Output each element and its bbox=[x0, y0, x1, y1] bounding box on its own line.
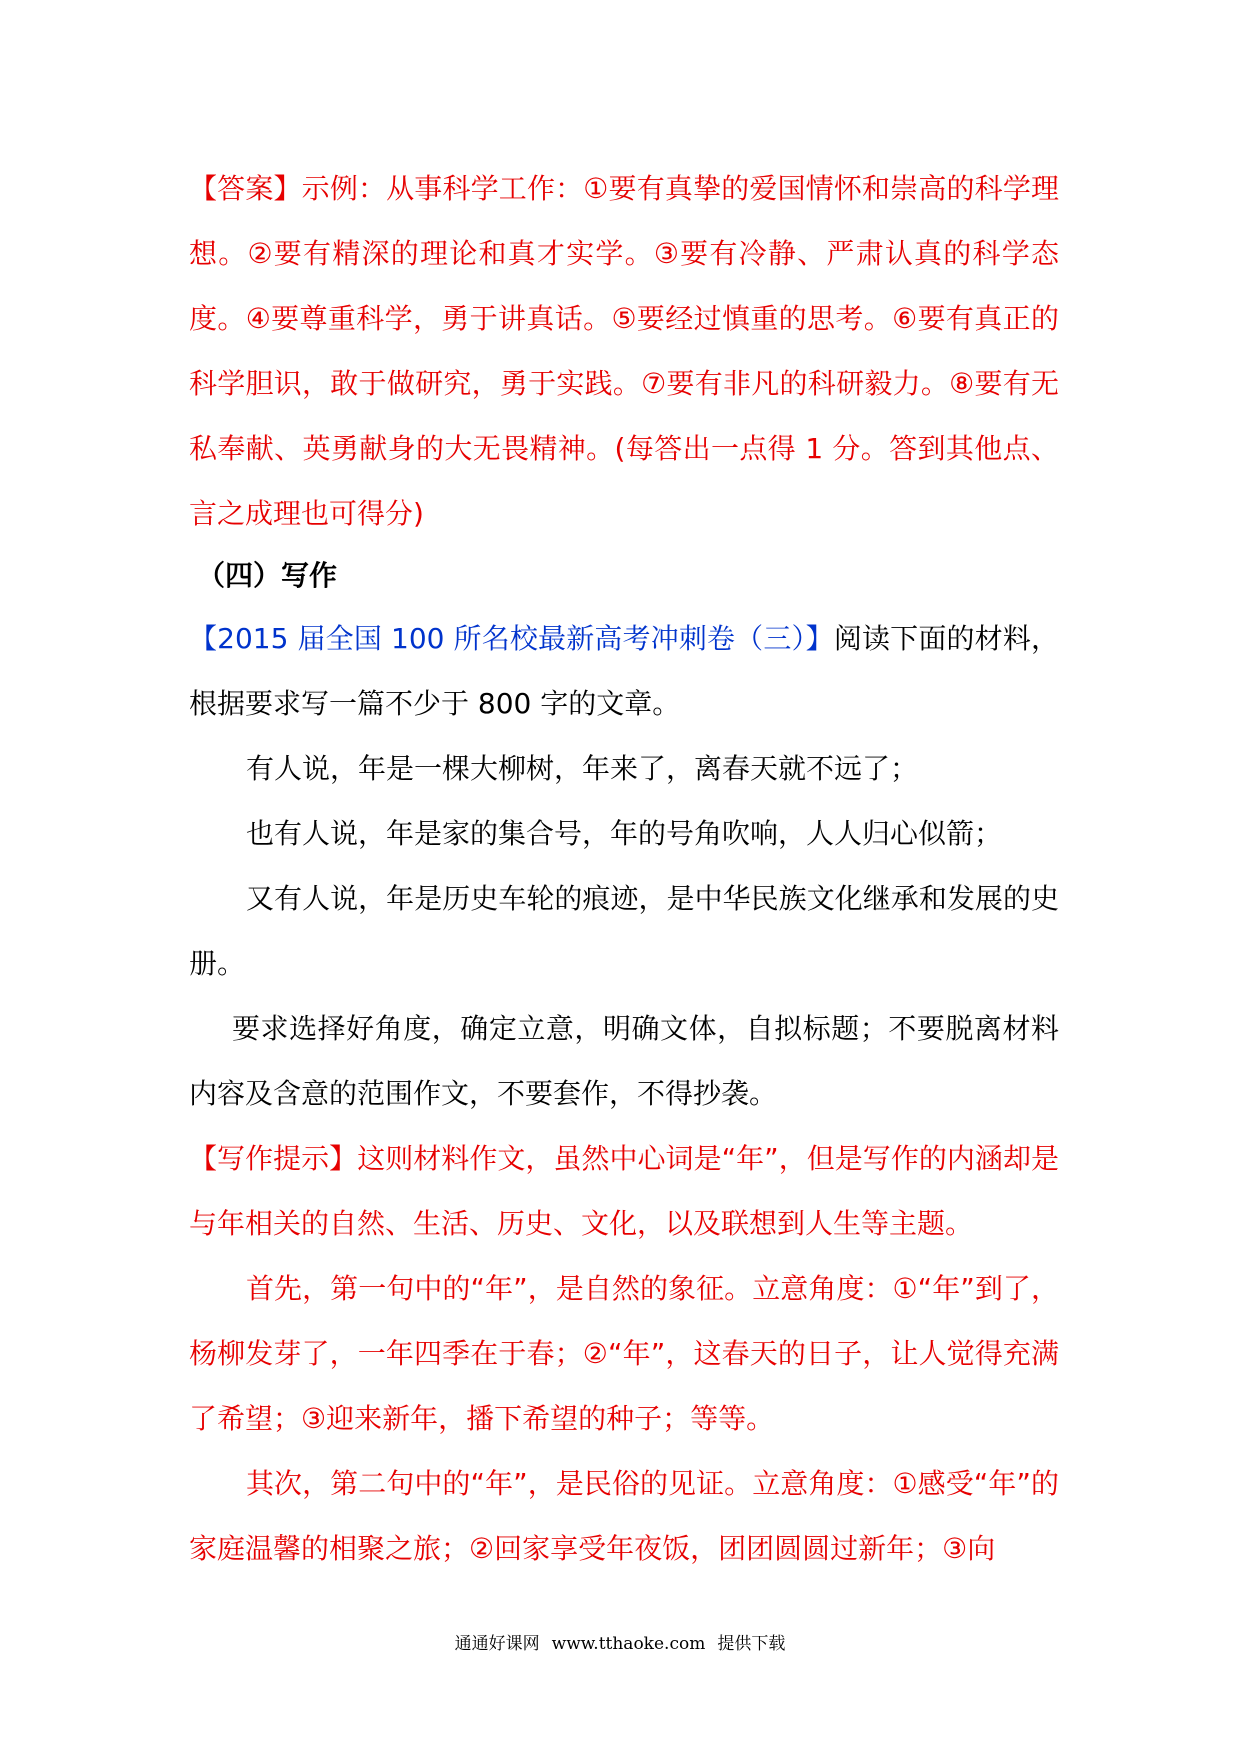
writing-tips-paragraph bbox=[189, 1126, 1059, 1256]
document-body bbox=[189, 156, 1059, 1581]
writing-tips-intro: 这则材料作文，虽然中心词是“年”，但是写作的内涵却是与年相关的自然、生活、历史、文化，以及联想到人生等主题。 bbox=[189, 1142, 1059, 1240]
page-footer bbox=[0, 1632, 1240, 1656]
material-line-1: 有人说，年是一棵大柳树，年来了，离春天就不远了； bbox=[246, 752, 919, 785]
requirements-paragraph: 要求选择好角度，确定立意，明确文体，自拟标题；不要脱离材料内容及含意的范围作文，不要套作，不得抄袭。 bbox=[189, 1012, 1059, 1110]
question-paragraph bbox=[189, 606, 1059, 736]
section-heading: （四）写作 bbox=[197, 559, 338, 592]
question-prompt: 阅读下面的材料，根据要求写一篇不少于 800 字的文章。 bbox=[189, 622, 1059, 720]
answer-text: 示例：从事科学工作：①要有真挚的爱国情怀和崇高的科学理想。②要有精深的理论和真才实学。③要有冷静、严肃认真的科学态度。④要尊重科学，勇于讲真话。⑤要经过慎重的思考。⑥要有真正的科学胆识，敢于做研究，勇于实践。⑦要有非凡的科研毅力。⑧要有无私奉献、英勇献身的大无畏精神。(每答出一点得 1 分。答到其他点、言之成理也可得分) bbox=[189, 172, 1059, 530]
footer-note: 提供下载 bbox=[717, 1634, 786, 1654]
footer-site-name: 通通好课网 bbox=[454, 1634, 540, 1654]
answer-label: 【答案】 bbox=[189, 172, 302, 205]
footer-url[interactable]: www.tthaoke.com bbox=[551, 1634, 706, 1654]
answer-paragraph bbox=[189, 156, 1059, 546]
writing-tips-second: 其次，第二句中的“年”，是民俗的见证。立意角度：①感受“年”的家庭温馨的相聚之旅；②回家享受年夜饭，团团圆圆过新年；③向 bbox=[189, 1467, 1059, 1565]
material-line-3: 又有人说，年是历史车轮的痕迹，是中华民族文化继承和发展的史册。 bbox=[189, 882, 1059, 980]
material-line-2: 也有人说，年是家的集合号，年的号角吹响，人人归心似箭； bbox=[246, 817, 1003, 850]
question-source: 【2015 届全国 100 所名校最新高考冲刺卷（三）】 bbox=[189, 622, 834, 655]
writing-tips-label: 【写作提示】 bbox=[189, 1142, 358, 1175]
writing-tips-first: 首先，第一句中的“年”，是自然的象征。立意角度：①“年”到了，杨柳发芽了，一年四季在于春；②“年”，这春天的日子，让人觉得充满了希望；③迎来新年，播下希望的种子；等等。 bbox=[189, 1272, 1059, 1435]
